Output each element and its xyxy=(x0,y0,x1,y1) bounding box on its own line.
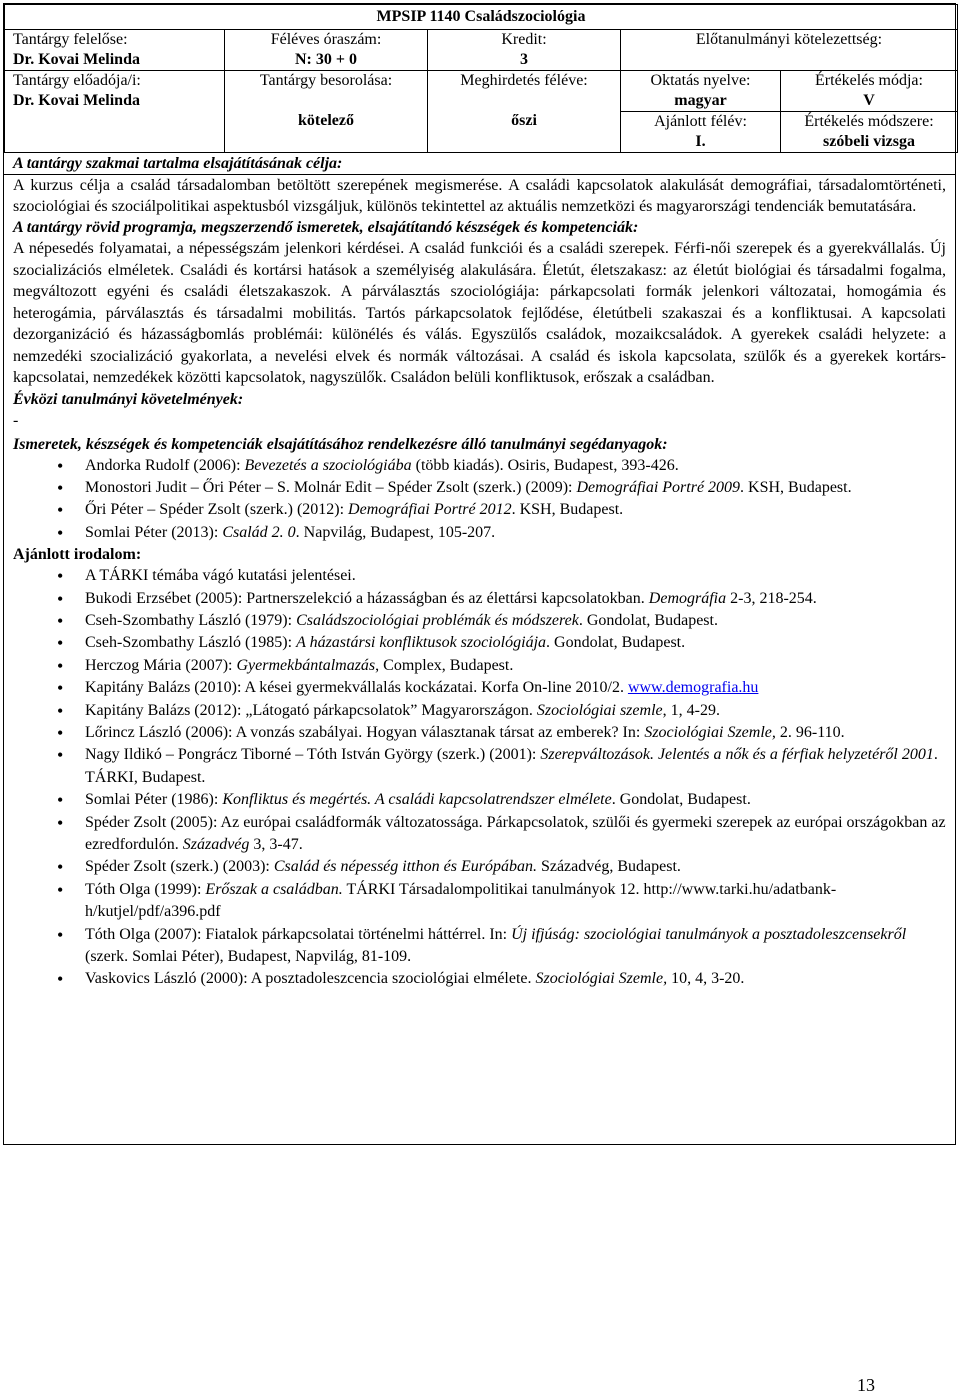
credit-cell xyxy=(428,30,621,71)
material-item-title: Bevezetés a szociológiába xyxy=(244,456,412,474)
literature-item-title: Gyermekbántalmazás xyxy=(236,656,376,674)
literature-item xyxy=(85,789,946,811)
prerequisite-cell xyxy=(621,30,958,71)
lecturer-name: Dr. Kovai Melinda xyxy=(13,92,140,109)
literature-item-rest: . Gondolat, Budapest. xyxy=(611,791,751,809)
literature-item-rest: TÁRKI Társadalompolitikai tanulmányok 12. http://www.tarki.hu/adatbank-h/kutjel/pdf/a396.pdf xyxy=(85,880,837,921)
material-item-title: Demográfiai Portré 2009 xyxy=(576,478,741,496)
page-number: 13 xyxy=(857,1375,875,1395)
classification-cell xyxy=(225,71,428,153)
literature-item-text: Tóth Olga (2007): Fiatalok párkapcsolatai történelmi háttérrel. In: xyxy=(85,925,512,943)
literature-item-title: Erőszak a családban. xyxy=(205,880,343,898)
literature-item-title: Demográfia xyxy=(648,589,727,607)
semester-hours-cell xyxy=(225,30,428,71)
literature-heading: Ajánlott irodalom: xyxy=(13,546,142,564)
literature-item xyxy=(85,968,946,990)
literature-item xyxy=(85,856,946,878)
material-item-text: Monostori Judit – Őri Péter – S. Molnár Edit – Spéder Zsolt (szerk.) (2009): xyxy=(85,478,577,496)
literature-item xyxy=(85,588,946,610)
eval-mode-cell xyxy=(781,71,958,112)
credit-label: Kredit: xyxy=(501,31,547,48)
literature-item-title: Szociológiai Szemle, xyxy=(644,723,776,741)
material-item-rest: (több kiadás). Osiris, Budapest, 393-426. xyxy=(411,456,679,474)
literature-item-rest: 2. 96-110. xyxy=(775,723,845,741)
material-item xyxy=(85,499,946,521)
semester-hours-value: N: 30 + 0 xyxy=(295,51,357,68)
literature-item xyxy=(85,677,946,699)
literature-item xyxy=(85,722,946,744)
eval-mode-value: V xyxy=(863,92,875,109)
literature-item-text: Cseh-Szombathy László (1985): xyxy=(85,634,297,652)
literature-item-text: Lőrincz László (2006): A vonzás szabályai. Hogyan választanak társat az emberek? In: xyxy=(85,723,645,741)
program-text: A népesedés folyamatai, a népességszám jelenkori kérdései. A család funkciói és a családi szerepek. Férfi-női szerepek és a gyerekvállalás. Új szocializációs elméletek. Családi és kortársi hatások a személyiség alakulására. Életút, életszakasz: az életút biológiai és társadalmi fogalma, megváltozott egyéni és családi életszakaszok. A párválasztás szociológiája: párkapcsolati formák jelenkori változatai, homogámia és heterogámia, párválasztás és társadalmi mobilitás. Tartós párkapcsolatok fejlődése, életútbeli szakaszai és a konfliktusai. A kapcsolati dezorganizáció és házasságbomlás problémái: különélés és válás. Egyszülős családok, mozaikcsaládok. A gyerekek családi helyzete: a nemzedéki szocializáció gyakorlata, a nevelési elvek és normák változásai. A család és iskola kapcsolata, szülők és a gyerekek kortárs-kapcsolatai, nemzedékek közötti kapcsolatok, nagyszülők. Családon belüli konfliktusok, erőszak a családban. xyxy=(13,240,946,386)
eval-method-value: szóbeli vizsga xyxy=(823,133,915,150)
literature-item-title: Szociológiai szemle xyxy=(536,701,663,719)
literature-item-rest: . Gondolat, Budapest. xyxy=(546,634,686,652)
literature-item-text: Bukodi Erzsébet (2005): Partnerszelekció a házasságban és az élettársi kapcsolatokban. xyxy=(85,589,649,607)
literature-item-text: Somlai Péter (1986): xyxy=(85,791,223,809)
requirements-text: - xyxy=(13,411,19,429)
literature-list xyxy=(13,565,946,991)
classification-label: Tantárgy besorolása: xyxy=(259,72,393,89)
literature-item xyxy=(85,610,946,632)
recommended-label: Ajánlott félév: xyxy=(654,113,747,130)
literature-item xyxy=(85,565,946,587)
materials-list xyxy=(13,455,946,545)
literature-item-title: Családszociológiai problémák és módszerek xyxy=(296,611,579,629)
material-item xyxy=(85,455,946,477)
literature-item xyxy=(85,924,946,969)
material-item-text: Somlai Péter (2013): xyxy=(85,523,223,541)
literature-item-link[interactable]: www.demografia.hu xyxy=(627,679,759,697)
literature-item xyxy=(85,655,946,677)
eval-method-cell xyxy=(781,112,958,153)
goal-heading: A tantárgy szakmai tartalma elsajátításának célja: xyxy=(13,155,343,172)
literature-item-text: Kapitány Balázs (2010): A kései gyermekvállalás kockázatai. Korfa On-line 2010/2. xyxy=(85,679,628,697)
literature-item-rest: . TÁRKI, Budapest. xyxy=(85,746,938,786)
requirements-heading: Évközi tanulmányi követelmények: xyxy=(13,390,244,408)
lecturer-cell xyxy=(5,71,225,153)
announced-value: őszi xyxy=(511,112,537,129)
material-item-text: Őri Péter – Spéder Zsolt (szerk.) (2012): xyxy=(85,501,349,519)
material-item-text: Andorka Rudolf (2006): xyxy=(85,456,245,474)
material-item-rest: . KSH, Budapest. xyxy=(511,501,624,519)
classification-value: kötelező xyxy=(298,112,354,129)
goal-body xyxy=(4,174,955,991)
literature-item xyxy=(85,744,946,789)
responsible-name: Dr. Kovai Melinda xyxy=(13,51,140,68)
course-sheet xyxy=(3,3,956,1145)
language-label: Oktatás nyelve: xyxy=(650,72,751,89)
material-item xyxy=(85,477,946,499)
semester-hours-label: Féléves óraszám: xyxy=(270,31,382,48)
literature-item-title: Új ifjúság: szociológiai tanulmányok a posztadoleszcensekről xyxy=(511,925,907,943)
program-heading: A tantárgy rövid programja, megszerzendő ismeretek, elsajátítandó készségek és kompetenciák: xyxy=(13,219,639,236)
material-item-title: Család 2. 0 xyxy=(222,523,296,541)
material-item-rest: . Napvilág, Budapest, 105-207. xyxy=(295,523,496,541)
language-value: magyar xyxy=(674,92,727,109)
literature-item-rest: , Complex, Budapest. xyxy=(375,656,514,674)
literature-item-title: Századvég xyxy=(182,836,250,853)
literature-item-title: Szociológiai Szemle, xyxy=(535,970,668,988)
material-item xyxy=(85,522,946,544)
literature-item-title: A házastársi konfliktusok szociológiája xyxy=(296,634,547,652)
announced-label: Meghirdetés féléve: xyxy=(460,72,588,89)
literature-item-text: Tóth Olga (1999): xyxy=(85,880,206,898)
literature-item-title: Szerepváltozások. Jelentés a nők és a férfiak helyzetéről 2001 xyxy=(540,746,934,764)
literature-item xyxy=(85,700,946,722)
lecturer-label: Tantárgy előadója/i: xyxy=(13,72,141,89)
eval-mode-label: Értékelés módja: xyxy=(815,72,923,89)
goal-section xyxy=(4,153,955,174)
recommended-value: I. xyxy=(695,133,706,150)
literature-item-text: Nagy Ildikó – Pongrácz Tiborné – Tóth István György (szerk.) (2001): xyxy=(85,746,541,764)
language-cell xyxy=(621,71,781,112)
literature-item-rest: , 1, 4-29. xyxy=(662,701,720,719)
literature-item-rest: 2-3, 218-254. xyxy=(726,589,817,607)
eval-method-label: Értékelés módszere: xyxy=(804,113,934,130)
literature-item xyxy=(85,879,946,924)
literature-item-rest: . Gondolat, Budapest. xyxy=(578,611,718,629)
literature-item-rest: (szerk. Somlai Péter), Budapest, Napvilág, 81-109. xyxy=(85,948,412,966)
prerequisite-label: Előtanulmányi kötelezettség: xyxy=(695,31,883,48)
course-header-table xyxy=(4,4,958,153)
announced-cell xyxy=(428,71,621,153)
credit-value: 3 xyxy=(520,51,528,68)
literature-item-rest: 3, 3-47. xyxy=(249,836,303,853)
goal-text: A kurzus célja a család társadalomban betöltött szerepének megismerése. A családi kapcsolatok alakulását demográfiai, társadalomtörténeti, szociológiai és szociálpolitikai aspektusból vizsgáljuk, különös tekintettel az aktuális nemzetközi és magyarországi tendenciák bemutatására. xyxy=(13,177,946,215)
course-title: MPSIP 1140 Családszociológia xyxy=(5,5,958,30)
literature-item-text: Spéder Zsolt (2005): Az európai családformák változatossága. Párkapcsolatok, szülői és gyermeki szerepek az európai országokban az ezredfordulón. xyxy=(85,813,946,853)
literature-item-text: Cseh-Szombathy László (1979): xyxy=(85,611,297,629)
recommended-cell xyxy=(621,112,781,153)
literature-item-title: Család és népesség itthon és Európában. xyxy=(273,858,537,876)
literature-item xyxy=(85,632,946,654)
responsible-cell xyxy=(5,30,225,71)
literature-item-text: Kapitány Balázs (2012): „Látogató párkapcsolatok” Magyarországon. xyxy=(85,701,537,719)
literature-item-text: Spéder Zsolt (szerk.) (2003): xyxy=(85,858,274,876)
literature-item-text: A TÁRKI témába vágó kutatási jelentései. xyxy=(85,567,356,585)
material-item-title: Demográfiai Portré 2012 xyxy=(348,501,512,519)
literature-item-rest: 10, 4, 3-20. xyxy=(667,970,745,988)
literature-item-rest: Századvég, Budapest. xyxy=(536,858,681,876)
materials-heading: Ismeretek, készségek és kompetenciák elsajátításához rendelkezésre álló tanulmányi segédanyagok: xyxy=(13,435,668,453)
literature-item-text: Herczog Mária (2007): xyxy=(85,656,237,674)
material-item-rest: . KSH, Budapest. xyxy=(740,478,852,496)
literature-item xyxy=(85,812,946,857)
literature-item-title: Konfliktus és megértés. A családi kapcsolatrendszer elmélete xyxy=(222,791,612,809)
literature-item-text: Vaskovics László (2000): A posztadoleszcencia szociológiai elmélete. xyxy=(85,970,536,988)
responsible-label: Tantárgy felelőse: xyxy=(13,31,128,48)
